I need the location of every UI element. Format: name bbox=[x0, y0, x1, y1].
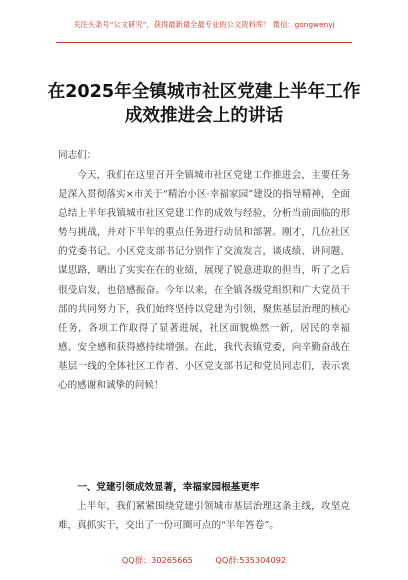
paragraph-intro: 今天，我们在这里召开全镇城市社区党建工作推进会，主要任务是深入贯彻落实×市关于“精治小区·幸福家园”建设的指导精神，全面总结上半年我镇城市社区党建工作的成效与经验，分析当前面临的形势与挑战，并对下半年的重点任务进行动员和部署。刚才，几位社区的党委书记、小区党支部书记分别作了交流发言，谈成绩、讲问题、谋思路，晒出了实实在在的业绩，展现了锐意进取的担当，听了之后很受启发，也倍感振奋。今年以来，在全镇各级党组织和广大党员干部的共同努力下，我们始终坚持以党建为引领，聚焦基层治理的核心任务，各项工作取得了显著进展，社区面貌焕然一新，居民的幸福感、安全感和获得感持续增强。在此，我代表镇党委，向辛勤奋战在基层一线的全体社区工作者、小区党支部书记和党员同志们，表示衷心的感谢和诚挚的问候！ bbox=[58, 170, 350, 392]
footer-qq-group-1: QQ群：30265665 bbox=[121, 555, 193, 565]
document-title: 在2025年全镇城市社区党建上半年工作成效推进会上的讲话 bbox=[47, 82, 361, 126]
salutation: 同志们： bbox=[58, 150, 97, 161]
document-body-continued bbox=[58, 497, 350, 535]
section-heading-1: 一、党建引领成效显著，幸福家园根基更牢 bbox=[77, 482, 260, 493]
promo-banner: 关注头条号“公文研究”，获得最新最全最专业的公文资料库！ 微信：gongwenyj bbox=[73, 20, 335, 29]
footer-qq-group-2: QQ群:535304092 bbox=[215, 555, 287, 565]
paragraph-section1: 上半年，我们紧紧围绕党建引领城市基层治理这条主线，攻坚克难，真抓实干，交出了一份可圈可点的“半年答卷”。 bbox=[58, 501, 350, 532]
document-body bbox=[58, 166, 350, 395]
footer-contact bbox=[0, 555, 408, 566]
header-divider bbox=[56, 42, 352, 43]
